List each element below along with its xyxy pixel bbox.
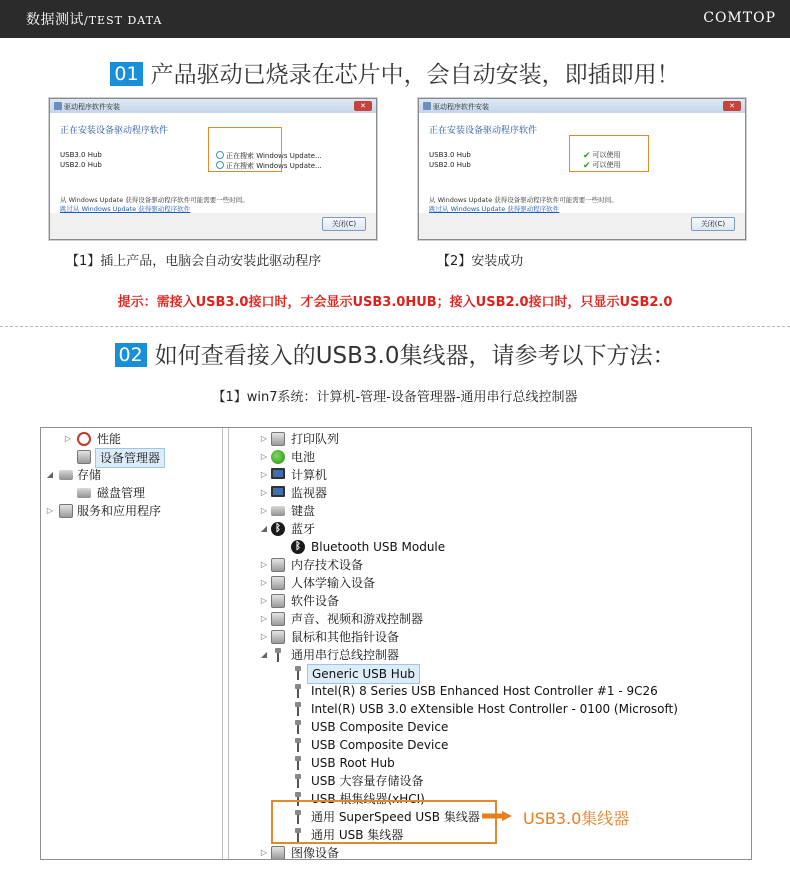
device-label: 图像设备 <box>291 846 340 860</box>
device-label: 鼠标和其他指针设备 <box>291 630 400 644</box>
dialog1-skip-link[interactable]: 跳过从 Windows Update 获得驱动程序软件 <box>60 205 191 213</box>
device-label: 软件设备 <box>291 594 340 608</box>
dialog1-titlebar <box>50 99 376 113</box>
device-label: Intel(R) USB 3.0 eXtensible Host Controller - 0100 (Microsoft) <box>311 702 678 716</box>
dialog1-window-icon <box>54 102 62 110</box>
dialog2-heading: 正在安装设备驱动程序软件 <box>429 126 538 136</box>
tree-item-services-apps[interactable] <box>45 502 215 520</box>
dialog2-window-title: 驱动程序软件安装 <box>433 103 489 111</box>
tree-item-storage[interactable] <box>45 466 195 484</box>
device-label: USB Composite Device <box>311 738 449 752</box>
dialog1-note: 从 Windows Update 获得设备驱动程序软件可能需要一些时间。 <box>60 196 249 204</box>
dialog1-close-x-icon[interactable]: ✕ <box>354 101 372 111</box>
header-left-cn: 数据测试 <box>26 12 84 28</box>
device-label: USB 根集线器(xHCI) <box>311 792 425 806</box>
monitor-icon <box>271 486 285 497</box>
expand-arrow-icon[interactable]: ▷ <box>260 506 268 515</box>
usb-icon <box>274 648 282 662</box>
dialog2-status-2-text: 可以使用 <box>592 161 621 169</box>
expand-arrow-icon[interactable]: ▷ <box>260 488 268 497</box>
usb-icon <box>294 756 302 770</box>
usb3-hub-highlight-box <box>271 800 497 844</box>
dialog2-window-icon <box>423 102 431 110</box>
device-label: 监视器 <box>291 486 328 500</box>
dialog1-highlight-box <box>208 127 282 172</box>
header-brand: COMTOP <box>703 10 776 26</box>
dialog1-status-2-text: 正在搜索 Windows Update... <box>226 162 322 170</box>
printer-icon <box>271 432 285 446</box>
expand-arrow-icon[interactable]: ▷ <box>260 614 268 623</box>
tree-label: 服务和应用程序 <box>77 504 162 518</box>
expand-arrow-icon[interactable]: ▷ <box>260 578 268 587</box>
dialog1-close-button[interactable]: 关闭(C) <box>322 217 366 231</box>
bluetooth-icon: ᛒ <box>271 522 285 536</box>
device-label: 电池 <box>291 450 316 464</box>
expand-arrow-icon[interactable]: ▷ <box>64 434 72 443</box>
usb-icon <box>294 738 302 752</box>
expand-arrow-icon[interactable]: ▷ <box>46 506 54 515</box>
device-label: 蓝牙 <box>291 522 316 536</box>
collapse-arrow-icon[interactable]: ◢ <box>46 470 54 479</box>
battery-icon <box>271 450 285 464</box>
caption-step2: 【2】安装成功 <box>437 254 524 269</box>
storage-icon <box>59 470 73 480</box>
performance-icon <box>77 432 91 446</box>
dialog2-device-1: USB3.0 Hub <box>429 151 471 159</box>
tree-label: 存储 <box>77 468 102 482</box>
memory-icon <box>271 558 285 572</box>
header-left-en: /TEST DATA <box>84 14 163 27</box>
device-manager-window <box>40 427 752 860</box>
expand-arrow-icon[interactable]: ▷ <box>260 848 268 857</box>
disk-icon <box>77 488 91 498</box>
tree-item-disk-management[interactable] <box>77 484 197 502</box>
device-label: 通用 SuperSpeed USB 集线器 <box>311 810 480 824</box>
software-device-icon <box>271 594 285 608</box>
tip-text: 提示：需接入USB3.0接口时，才会显示USB3.0HUB；接入USB2.0接口时，只显示USB2.0 <box>117 295 673 310</box>
dialog1-heading: 正在安装设备驱动程序软件 <box>60 126 169 136</box>
dialog2-device-2: USB2.0 Hub <box>429 161 471 169</box>
device-label: USB Root Hub <box>311 756 395 770</box>
device-label: 通用串行总线控制器 <box>291 648 400 662</box>
device-label: USB 大容量存储设备 <box>311 774 424 788</box>
usb3-hub-annotation: USB3.0集线器 <box>523 809 630 828</box>
services-icon <box>59 504 73 518</box>
hid-icon <box>271 576 285 590</box>
device-label: 通用 USB 集线器 <box>311 828 404 842</box>
section1-number: 01 <box>110 62 142 86</box>
dialog2-titlebar <box>419 99 745 113</box>
caption-step1: 【1】插上产品，电脑会自动安装此驱动程序 <box>66 254 322 269</box>
dialog1-device-1: USB3.0 Hub <box>60 151 102 159</box>
usb-icon <box>294 702 302 716</box>
dialog2-skip-link[interactable]: 跳过从 Windows Update 获得驱动程序软件 <box>429 205 560 213</box>
dialog2-content <box>419 113 745 213</box>
dialog2-status-1-text: 可以使用 <box>592 151 621 159</box>
bluetooth-icon: ᛒ <box>291 540 305 554</box>
header-bar <box>0 0 790 38</box>
dialog2-close-button[interactable]: 关闭(C) <box>691 217 735 231</box>
device-label: 键盘 <box>291 504 316 518</box>
device-label: USB Composite Device <box>311 720 449 734</box>
expand-arrow-icon[interactable]: ▷ <box>260 470 268 479</box>
driver-install-dialog-searching <box>49 98 377 240</box>
tree-item-performance[interactable] <box>63 430 213 448</box>
device-manager-icon <box>77 450 91 464</box>
dialog1-status-1-text: 正在搜索 Windows Update... <box>226 152 322 160</box>
device-label: 声音、视频和游戏控制器 <box>291 612 424 626</box>
section1-title: 产品驱动已烧录在芯片中，会自动安装，即插即用！ <box>150 62 680 88</box>
tree-label: 性能 <box>97 432 122 446</box>
dialog1-window-title: 驱动程序软件安装 <box>64 103 120 111</box>
tree-label: 设备管理器 <box>95 448 165 468</box>
checkmark-icon: ✔ <box>583 161 591 171</box>
device-label: Intel(R) 8 Series USB Enhanced Host Controller #1 - 9C26 <box>311 684 658 698</box>
checkmark-icon: ✔ <box>583 151 591 161</box>
tree-item-device-manager[interactable] <box>77 448 167 466</box>
section2-title: 如何查看接入的USB3.0集线器，请参考以下方法： <box>154 343 676 369</box>
section1-heading <box>0 56 790 89</box>
usb-icon <box>294 720 302 734</box>
device-label: Generic USB Hub <box>307 664 420 684</box>
device-label: 内存技术设备 <box>291 558 364 572</box>
annotation-arrow-icon <box>481 811 513 821</box>
usb-icon <box>294 684 302 698</box>
tree-label: 磁盘管理 <box>97 486 146 500</box>
dialog1-content <box>50 113 376 213</box>
collapse-arrow-icon[interactable]: ◢ <box>260 650 268 659</box>
expand-arrow-icon[interactable]: ▷ <box>260 434 268 443</box>
device-label: 人体学输入设备 <box>291 576 376 590</box>
expand-arrow-icon[interactable]: ▷ <box>260 560 268 569</box>
usb-icon <box>294 666 302 680</box>
collapse-arrow-icon[interactable]: ◢ <box>260 524 268 533</box>
usb-icon <box>294 774 302 788</box>
section-divider <box>0 326 790 327</box>
dialog2-highlight-box <box>569 135 649 172</box>
dialog1-device-2: USB2.0 Hub <box>60 161 102 169</box>
device-label: Bluetooth USB Module <box>311 540 446 554</box>
expand-arrow-icon[interactable]: ▷ <box>260 596 268 605</box>
camera-icon <box>271 846 285 860</box>
device-label: 计算机 <box>291 468 328 482</box>
expand-arrow-icon[interactable]: ▷ <box>260 632 268 641</box>
driver-install-dialog-success <box>418 98 746 240</box>
computer-management-tree <box>41 428 223 859</box>
dialog2-close-x-icon[interactable]: ✕ <box>723 101 741 111</box>
dialog2-note: 从 Windows Update 获得设备驱动程序软件可能需要一些时间。 <box>429 196 618 204</box>
device-tree <box>228 428 751 859</box>
section2-subtitle: 【1】win7系统：计算机-管理-设备管理器-通用串行总线控制器 <box>212 390 578 405</box>
section2-number: 02 <box>115 343 147 367</box>
computer-icon <box>271 468 285 479</box>
device-label: 打印队列 <box>291 432 340 446</box>
speaker-icon <box>271 612 285 626</box>
section2-heading <box>0 337 790 370</box>
keyboard-icon <box>271 506 285 516</box>
mouse-icon <box>271 630 285 644</box>
expand-arrow-icon[interactable]: ▷ <box>260 452 268 461</box>
header-left-title <box>26 9 162 29</box>
